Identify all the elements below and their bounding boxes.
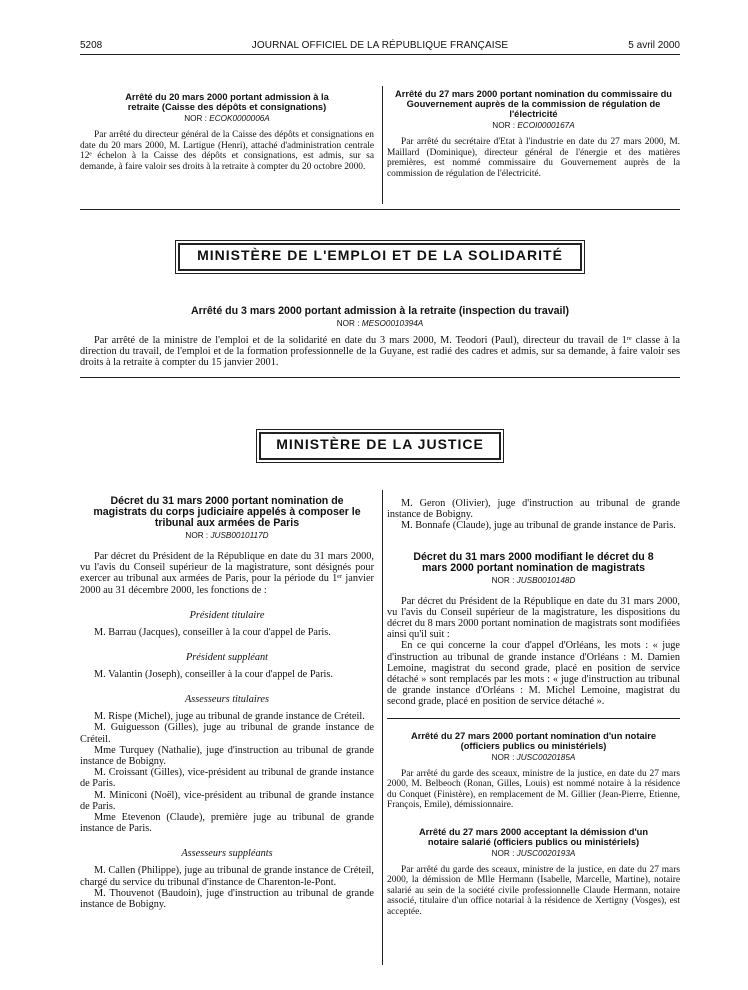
section-rule — [80, 377, 680, 378]
ministry-emploi-box — [175, 240, 585, 274]
nor-reference — [387, 576, 680, 586]
article-body: Par décret du Président de la République en date du 31 mars 2000, vu l'avis du Conseil supérieur de la magistrature, les dispositions du décret du 8 mars 2000 portant nomination de magistrats sont modifiées ainsi qu'il suit : — [387, 595, 680, 641]
column-divider — [382, 86, 383, 204]
appointment-item: M. Miniconi (Noël), vice-président au tribunal de grande instance de Paris. — [80, 789, 374, 812]
article-intro: Par décret du Président de la République en date du 31 mars 2000, vu l'avis du Conseil supérieur de la magistrature, sont désignés pour exercer au tribunal aux armées de Paris, pour la période du 1ᵉʳ janvier 2000 au 31 décembre 2000, les fonctions de : — [80, 551, 374, 596]
appointment-item: Mme Etevenon (Claude), première juge au tribunal de grande instance de Paris. — [80, 812, 374, 835]
arrete-demission-notaire — [387, 827, 680, 918]
page-header — [80, 40, 680, 54]
appointment-item: M. Valantin (Joseph), conseiller à la cour d'appel de Paris. — [94, 669, 333, 681]
nor-label: NOR : — [491, 575, 515, 585]
appointment-item: M. Bonnafe (Claude), juge au tribunal de grande instance de Paris. — [401, 520, 676, 532]
nor-label: NOR : — [491, 752, 515, 762]
appointment-item: Mme Turquey (Nathalie), juge d'instruction au tribunal de grande instance de Bobigny. — [80, 744, 374, 768]
nor-code: JUSB0010148D — [516, 575, 576, 585]
nor-label: NOR : — [336, 319, 360, 328]
arrete-inspection-travail — [80, 306, 680, 369]
appointment-item: M. Geron (Olivier), juge d'instruction au tribunal de grande instance de Bobigny. — [387, 498, 680, 521]
nor-code: ECOK0000006A — [209, 114, 270, 123]
nor-code: JUSB0010117D — [210, 531, 269, 540]
right-column-justice — [387, 498, 680, 917]
article-body: Par arrêté du directeur général de la Caisse des dépôts et consignations en date du 20 mars 2000, M. Lartigue (Henri), attaché d'administration centrale 12ᵉ échelon à la Caisse des dépôts et consignations, est admis, sur sa demande, à faire valoir ses droits à la retraite à compter du 20 octobre 2000. — [80, 130, 374, 172]
article-body: Par arrêté du secrétaire d'Etat à l'industrie en date du 27 mars 2000, M. Maillard (Dominique), directeur général de l'énergie et des matières premières, est nommé commissaire du Gouvernement auprès de la commission de régulation de l'électricité. — [387, 137, 680, 179]
nor-label: NOR : — [492, 121, 516, 130]
nor-label: NOR : — [491, 848, 515, 858]
nor-reference — [80, 531, 374, 541]
nor-reference — [80, 319, 680, 329]
ministry-justice-title: MINISTÈRE DE LA JUSTICE — [259, 432, 501, 460]
article-title: Arrêté du 3 mars 2000 portant admission à la retraite (inspection du travail) — [191, 305, 569, 317]
appointment-item: M. Croissant (Gilles), vice-président au tribunal de grande instance de Paris. — [80, 767, 374, 790]
arrete-notaire — [387, 731, 680, 811]
section-rule — [80, 209, 680, 210]
issue-date: 5 avril 2000 — [628, 40, 680, 51]
journal-title: JOURNAL OFFICIEL DE LA RÉPUBLIQUE FRANÇAISE — [251, 40, 509, 51]
article-title: Arrêté du 27 mars 2000 portant nomination du commissaire du Gouvernement auprès de la commission de régulation de l'électricité — [395, 89, 672, 119]
section-heading: Assesseurs suppléants — [181, 848, 273, 860]
appointment-item: M. Barrau (Jacques), conseiller à la cour d'appel de Paris. — [94, 626, 331, 638]
ministry-emploi-title: MINISTÈRE DE L'EMPLOI ET DE LA SOLIDARITÉ — [178, 243, 582, 271]
article-body: Par arrêté de la ministre de l'emploi et de la solidarité en date du 3 mars 2000, M. Teodori (Paul), directeur du travail de 1ʳᵉ classe à la direction du travail, de l'emploi et de la formation professionnelle de la Guyane, est radié des cadres et admis, sur sa demande, à faire valoir ses droits à la retraite à compter du 15 janvier 2001. — [80, 335, 680, 369]
article-title: Arrêté du 27 mars 2000 acceptant la démission d'un notaire salarié (officiers publics ou ministériels) — [418, 826, 649, 847]
column-divider — [382, 490, 383, 965]
page-number: 5208 — [80, 40, 103, 51]
article-title: Décret du 31 mars 2000 modifiant le décret du 8 mars 2000 portant nomination de magistrats — [413, 550, 654, 574]
section-heading: Président titulaire — [189, 609, 265, 621]
arrete-caisse-depots — [80, 92, 374, 172]
appointment-item: M. Rispe (Michel), juge au tribunal de grande instance de Créteil. — [94, 711, 365, 723]
nor-code: MESO0010394A — [361, 319, 424, 328]
section-heading: Assesseurs titulaires — [185, 694, 269, 706]
ministry-justice-box — [256, 429, 504, 463]
decret-tribunal-armees — [80, 496, 374, 910]
article-title: Décret du 31 mars 2000 portant nomination de magistrats du corps judiciaire appelés à composer le tribunal aux armées de Paris — [93, 495, 361, 529]
section-heading: Président suppléant — [185, 652, 269, 664]
article-body: Par arrêté du garde des sceaux, ministre de la justice, en date du 27 mars 2000, M. Belbeoch (Ronan, Gilles, Louis) est nommé notaire à la résidence du Conquet (Finistère), en remplacement de M. Gillier (Jean-Pierre, Etienne, François, Emile), démissionnaire. — [387, 768, 680, 811]
appointment-item: M. Callen (Philippe), juge au tribunal de grande instance de Créteil, chargé du service du tribunal d'instance de Charenton-le-Pont. — [80, 865, 374, 888]
article-title: Arrêté du 27 mars 2000 portant nomination d'un notaire (officiers publics ou ministériels) — [410, 730, 656, 751]
nor-code: JUSC0020185A — [516, 752, 576, 762]
decret-modifiant — [387, 552, 680, 708]
nor-reference — [387, 849, 680, 859]
appointment-item: M. Thouvenot (Baudoin), juge d'instruction au tribunal de grande instance de Bobigny. — [80, 887, 374, 911]
article-title: Arrêté du 20 mars 2000 portant admission à la retraite (Caisse des dépôts et consignations) — [125, 92, 329, 112]
article-body: En ce qui concerne la cour d'appel d'Orléans, les mots : « juge d'instruction au tribunal de grande instance d'Orléans : M. Damien Lemoine, magistrat du second grade, placé en position de service détaché » sont remplacés par les mots : « juge d'instruction au tribunal de grande instance d'Orléans : M. Michel Lemoine, magistrat du second grade, placé en position de service détaché ». — [387, 640, 680, 708]
nor-reference — [387, 121, 680, 131]
nor-code: JUSC0020193A — [516, 848, 576, 858]
article-rule — [387, 718, 680, 719]
header-rule — [80, 54, 680, 55]
nor-reference — [80, 114, 374, 124]
arrete-commission-electricite — [387, 89, 680, 179]
nor-reference — [387, 753, 680, 763]
nor-label: NOR : — [185, 531, 209, 540]
nor-label: NOR : — [184, 114, 207, 123]
appointment-item: M. Guiguesson (Gilles), juge au tribunal de grande instance de Créteil. — [80, 722, 374, 745]
article-body: Par arrêté du garde des sceaux, ministre de la justice, en date du 27 mars 2000, la démission de Mlle Hermann (Isabelle, Marcelle, Martine), notaire salarié au sein de la société civile professionnelle Claude Hermann, notaire associé, titulaire d'un office notarial à la résidence de Xertigny (Vosges), est acceptée. — [387, 864, 680, 917]
nor-code: ECOI0000167A — [517, 121, 575, 130]
